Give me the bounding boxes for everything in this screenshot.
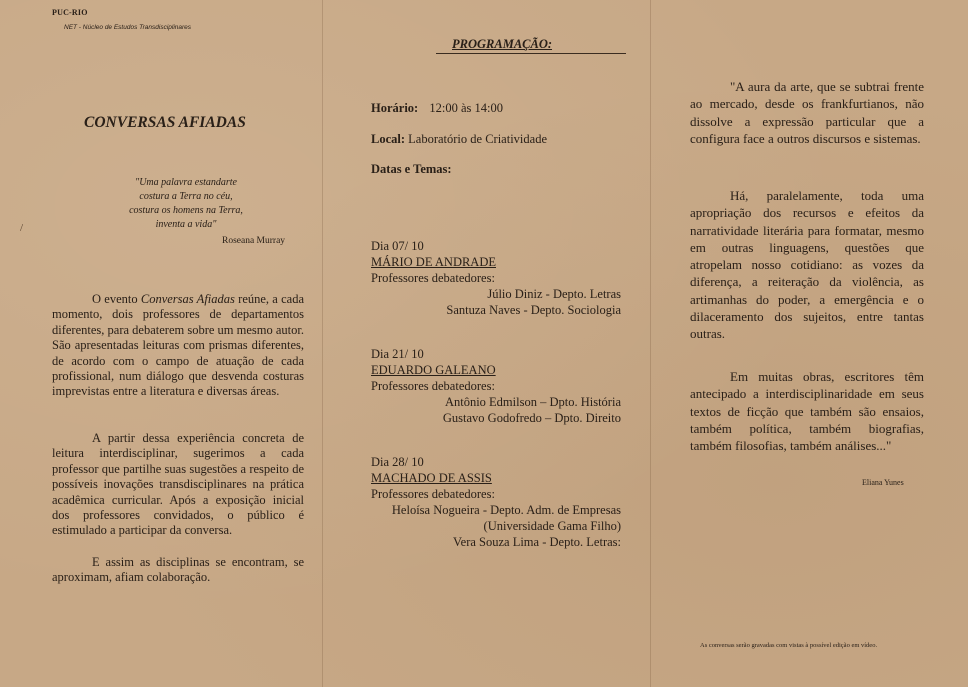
- session-date: Dia 28/ 10: [371, 455, 424, 469]
- quote-paragraph: "A aura da arte, que se subtrai frente ao mercado, desde os frankfurtianos, não dissolve a expressão particular que a configura face a outros discursos e sistemas.: [690, 79, 924, 146]
- session-author: EDUARDO GALEANO: [371, 363, 496, 377]
- debater: (Universidade Gama Filho): [483, 519, 621, 533]
- debater: Antônio Edmilson – Dpto. História: [444, 395, 621, 409]
- session-block: [371, 454, 621, 550]
- event-title: CONVERSAS AFIADAS: [84, 114, 246, 131]
- institution-name: PUC-RIO: [52, 8, 88, 17]
- footnote: As conversas serão gravadas com vistas à possível edição em vídeo.: [700, 642, 878, 649]
- debater: Gustavo Godofredo – Dpto. Direito: [442, 411, 621, 425]
- schedule-line: [371, 100, 503, 116]
- quote-author: Eliana Yunes: [862, 478, 904, 487]
- experience-paragraph: A partir dessa experiência concreta de leitura interdisciplinar, sugerimos a cada professor que partilhe suas sugestões a respeito de possíveis inovações transdisciplinares na prática acadêmica curricular. Após a exposição inicial dos professores convidados, o público é estimulado a participar da conversa.: [52, 431, 304, 538]
- session-block: [371, 346, 621, 426]
- session-author: MÁRIO DE ANDRADE: [371, 255, 496, 269]
- debaters-label: Professores debatedores:: [371, 379, 495, 393]
- dates-label: Datas e Temas:: [371, 162, 452, 176]
- location-line: [371, 131, 547, 147]
- debater: Santuza Naves - Depto. Sociologia: [446, 303, 621, 317]
- event-name-inline: Conversas Afiadas: [140, 292, 235, 306]
- debaters-label: Professores debatedores:: [371, 487, 495, 501]
- session-date: Dia 07/ 10: [371, 239, 424, 253]
- fold-line-right: [650, 0, 651, 687]
- epigraph-line: "Uma palavra estandarte: [135, 177, 237, 188]
- session-author: MACHADO DE ASSIS: [371, 471, 492, 485]
- program-heading: PROGRAMAÇÃO:: [452, 37, 553, 51]
- location-label: Local:: [371, 132, 406, 146]
- fold-line-left: [322, 0, 323, 687]
- margin-mark: /: [20, 222, 24, 234]
- unit-name: NET - Núcleo de Estudos Transdisciplinares: [64, 24, 192, 31]
- session-block: [371, 238, 621, 318]
- program-heading-rule: [436, 53, 626, 54]
- epigraph: [112, 176, 260, 232]
- schedule-label: Horário:: [371, 101, 419, 115]
- epigraph-line: inventa a vida": [155, 219, 217, 230]
- debater: Vera Souza Lima - Depto. Letras:: [453, 535, 621, 549]
- quote-paragraph: Há, paralelamente, toda uma apropriação dos recursos e efeitos da narratividade literária para formatar, mesmo em outras linguagens, questões que atropelam nosso cotidiano: as vozes da diferença, a reiteração da violência, as artimanhas do poder, a emergência e o dilaceramento dos sujeitos, entre tantas outras.: [690, 188, 924, 342]
- quote-paragraph: Em muitas obras, escritores têm antecipado a interdisciplinaridade em seus textos de ficção que também são ensaios, também política, também biografias, também filosofias, também análises...": [690, 369, 924, 454]
- debater: Heloísa Nogueira - Depto. Adm. de Empresas: [391, 503, 621, 517]
- epigraph-author: Roseana Murray: [222, 236, 286, 246]
- location-value: Laboratório de Criatividade: [408, 132, 547, 146]
- epigraph-line: costura a Terra no céu,: [139, 191, 233, 202]
- debater: Júlio Diniz - Depto. Letras: [487, 287, 621, 301]
- schedule-value: 12:00 às 14:00: [429, 101, 503, 115]
- session-date: Dia 21/ 10: [371, 347, 424, 361]
- intro-paragraph: O evento Conversas Afiadas reúne, a cada momento, dois professores de departamentos diferentes, para debaterem sobre um mesmo autor. São apresentadas leituras com prismas diferentes, de acordo com o campo de atuação de cada profissional, num diálogo que desvenda costuras imprevistas entre a literatura e diversas áreas.: [52, 292, 304, 399]
- debaters-label: Professores debatedores:: [371, 271, 495, 285]
- epigraph-line: costura os homens na Terra,: [129, 205, 243, 216]
- closing-paragraph: E assim as disciplinas se encontram, se aproximam, afiam colaboração.: [52, 555, 304, 585]
